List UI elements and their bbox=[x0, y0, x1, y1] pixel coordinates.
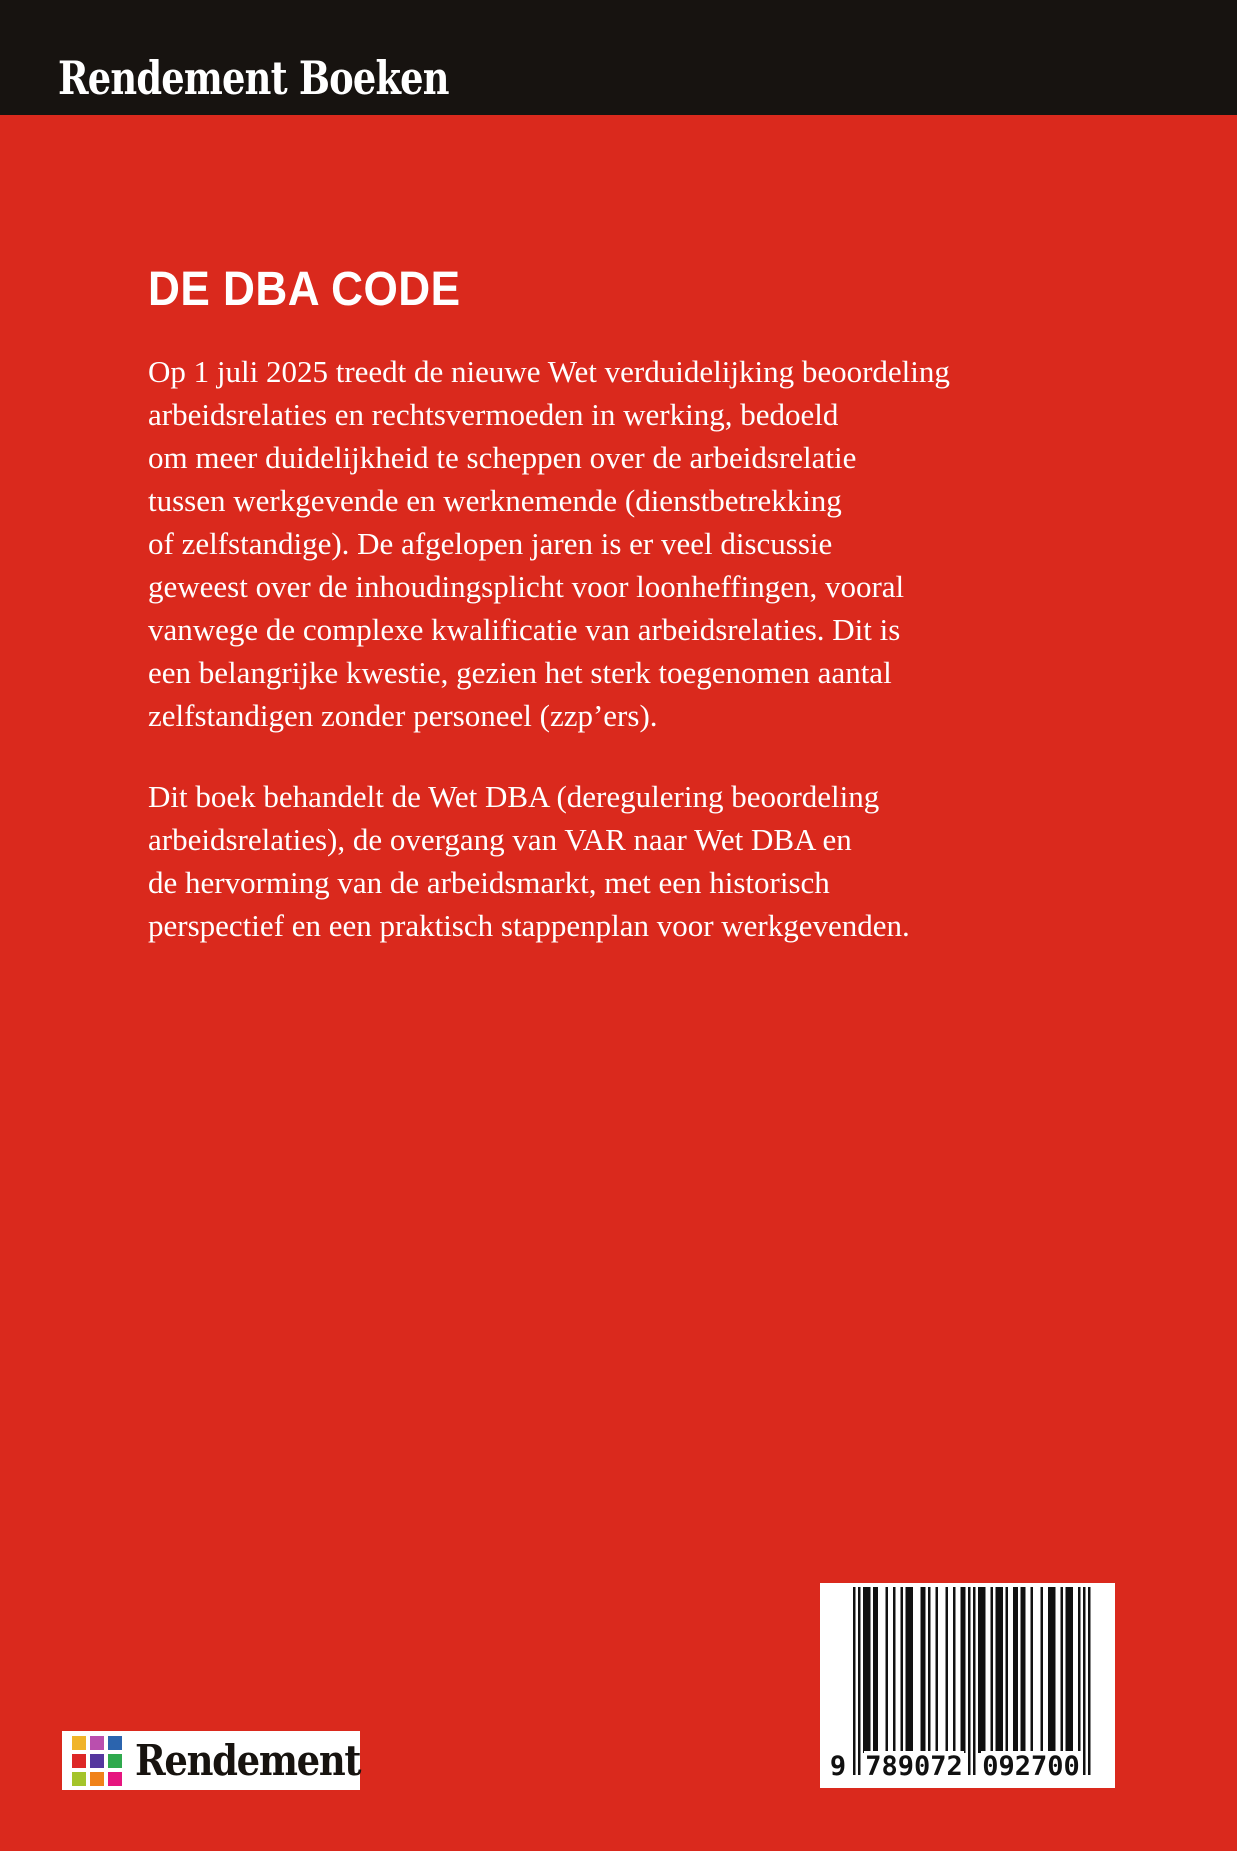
publisher-logo-grid-icon bbox=[72, 1736, 122, 1786]
text-line: arbeidsrelaties), de overgang van VAR naar Wet DBA en bbox=[148, 822, 852, 857]
text-line: geweest over de inhoudingsplicht voor loonheffingen, vooral bbox=[148, 569, 905, 604]
paragraph bbox=[148, 350, 1008, 737]
isbn-barcode bbox=[820, 1583, 1115, 1788]
publisher-logo-text: Rendement bbox=[135, 1736, 361, 1785]
book-title: DE DBA CODE bbox=[148, 263, 461, 316]
text-line: tussen werkgevende en werknemende (dienstbetrekking bbox=[148, 483, 842, 518]
barcode-digits-group2: 092700 bbox=[982, 1751, 1080, 1782]
publisher-logo bbox=[62, 1731, 360, 1790]
logo-color-square bbox=[72, 1754, 86, 1768]
barcode-digit-left: 9 bbox=[829, 1751, 847, 1782]
body-text bbox=[148, 350, 1008, 985]
text-line: perspectief en een praktisch stappenplan voor werkgevenden. bbox=[148, 908, 910, 943]
publisher-top-bar bbox=[0, 0, 1237, 115]
paragraph bbox=[148, 775, 1008, 947]
logo-color-square bbox=[90, 1736, 104, 1750]
text-line: of zelfstandige). De afgelopen jaren is er veel discussie bbox=[148, 526, 833, 561]
logo-color-square bbox=[108, 1754, 122, 1768]
text-line: vanwege de complexe kwalificatie van arbeidsrelaties. Dit is bbox=[148, 612, 901, 647]
logo-color-square bbox=[90, 1772, 104, 1786]
text-line: Dit boek behandelt de Wet DBA (deregulering beoordeling bbox=[148, 779, 880, 814]
logo-color-square bbox=[108, 1772, 122, 1786]
text-line: Op 1 juli 2025 treedt de nieuwe Wet verduidelijking beoordeling bbox=[148, 354, 950, 389]
text-line: om meer duidelijkheid te scheppen over de arbeidsrelatie bbox=[148, 440, 857, 475]
logo-color-square bbox=[108, 1736, 122, 1750]
text-line: arbeidsrelaties en rechtsvermoeden in werking, bedoeld bbox=[148, 397, 839, 432]
logo-color-square bbox=[72, 1736, 86, 1750]
logo-color-square bbox=[90, 1754, 104, 1768]
text-line: een belangrijke kwestie, gezien het sterk toegenomen aantal bbox=[148, 655, 892, 690]
publisher-series-label: Rendement Boeken bbox=[58, 51, 449, 105]
text-line: zelfstandigen zonder personeel (zzp’ers). bbox=[148, 698, 658, 733]
logo-color-square bbox=[72, 1772, 86, 1786]
text-line: de hervorming van de arbeidsmarkt, met een historisch bbox=[148, 865, 830, 900]
barcode-digits-group1: 789072 bbox=[865, 1751, 963, 1782]
